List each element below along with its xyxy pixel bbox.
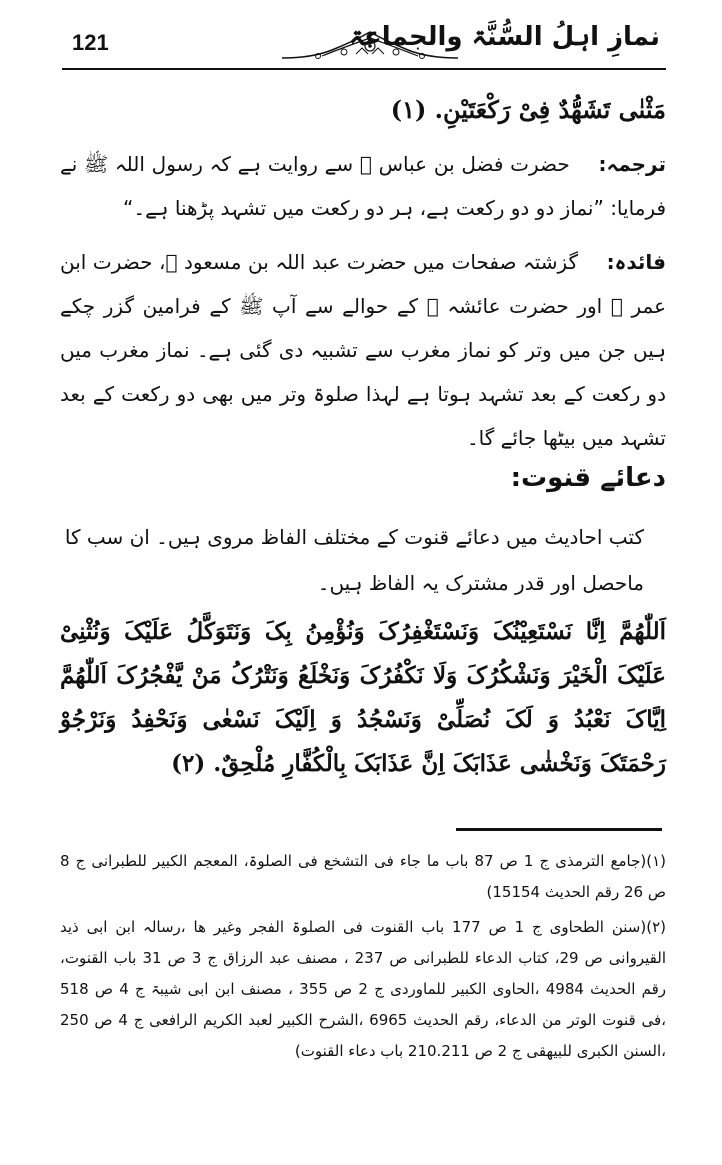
translation-text: حضرت فضل بن عباس ﷠ سے روایت ہے کہ رسول اللہ ﷺ نے فرمایا: ”نماز دو دو رکعت ہے، ہر دو رکعت میں تشہد پڑھنا ہے۔“ xyxy=(60,152,666,220)
footnotes xyxy=(60,846,666,1071)
section-heading-dua-qunoot: دعائے قنوت: xyxy=(510,463,666,493)
footnote-2: (۲)(سنن الطحاوی ج 1 ص 177 باب القنوت فی الصلوۃ الفجر وغیر ھا ،رسالہ ابن ابی ذید القیروانی ص 29، کتاب الدعاء للطبرانی ص 237 ، مصنف عبد الرزاق ج 3 ص 31 باب القنوت، رقم الحدیث 4984 ،الحاوی الکبیر للماوردی ج 2 ص 355 ، مصنف ابن ابی شیبۃ ج 4 ص 518 ،فی قنوت الوتر من الدعاء، رقم الحدیث 6965 ،الشرح الکبیر لعبد الکریم الرافعی ج 4 ص 250 ،السنن الکبری للبیھقی ج 2 ص 210.211 باب دعاء القنوت) xyxy=(60,918,667,1060)
benefit-text: گزشتہ صفحات میں حضرت عبد اللہ بن مسعود ﷛، حضرت ابن عمر ﷠ اور حضرت عائشہ ﷝ کے حوالے سے آپ ﷺ کے فرامین گزر چکے ہیں جن میں وتر کو نماز مغرب سے تشبیہ دی گئی ہے۔ نماز مغرب میں دو رکعت کے بعد تشہد ہوتا ہے لہذا صلوۃ وتر میں بھی دو رکعت کے بعد تشہد میں بیٹھا جائے گا۔ xyxy=(60,250,666,450)
translation-paragraph xyxy=(60,142,666,230)
intro-paragraph: کتب احادیث میں دعائے قنوت کے مختلف الفاظ مروی ہیں۔ ان سب کا ماحصل اور قدر مشترک یہ الفاظ ہیں۔ xyxy=(64,525,644,595)
benefit-paragraph xyxy=(60,240,666,460)
benefit-label: فائدہ: xyxy=(606,250,666,274)
dua-qunoot-arabic-text: اَللّٰهُمَّ اِنَّا نَسْتَعِیْنُکَ وَنَسْتَغْفِرُکَ وَنُؤْمِنُ بِکَ وَنَتَوَکَّلُ عَلَیْکَ وَنُثْنِیْ عَلَیْکَ الْخَیْرَ وَنَشْکُرُکَ وَلَا نَکْفُرُکَ وَنَخْلَعُ وَنَتْرُکُ مَنْ یَّفْجُرُکَ اَللّٰهُمَّ اِیَّاکَ نَعْبُدُ وَ لَکَ نُصَلِّیْ وَنَسْجُدُ وَ اِلَیْکَ نَسْعٰی وَنَحْفِدُ وَنَرْجُوْ رَحْمَتَکَ وَنَخْشٰی عَذَابَکَ اِنَّ عَذَابَکَ بِالْکُفَّارِ مُلْحِقٌ. (۲) xyxy=(60,618,666,777)
translation-label: ترجمہ: xyxy=(598,152,666,176)
arabic-hadith-fragment: مَثْنٰی تَشَهُّدٌ فِیْ رَکْعَتَیْنِ. (۱) xyxy=(390,95,666,124)
header-divider xyxy=(62,68,666,70)
running-title: نمازِ اہلُ السُّنَّۃ والجماعۃ xyxy=(348,22,660,52)
page-number: 121 xyxy=(72,30,109,55)
footnote-divider xyxy=(456,828,662,831)
footnote-1: (۱)(جامع الترمذی ج 1 ص 87 باب ما جاء فی التشخع فی الصلوۃ، المعجم الکبیر للطبرانی ج 8 ص 26 رقم الحدیث 15154) xyxy=(60,852,666,901)
